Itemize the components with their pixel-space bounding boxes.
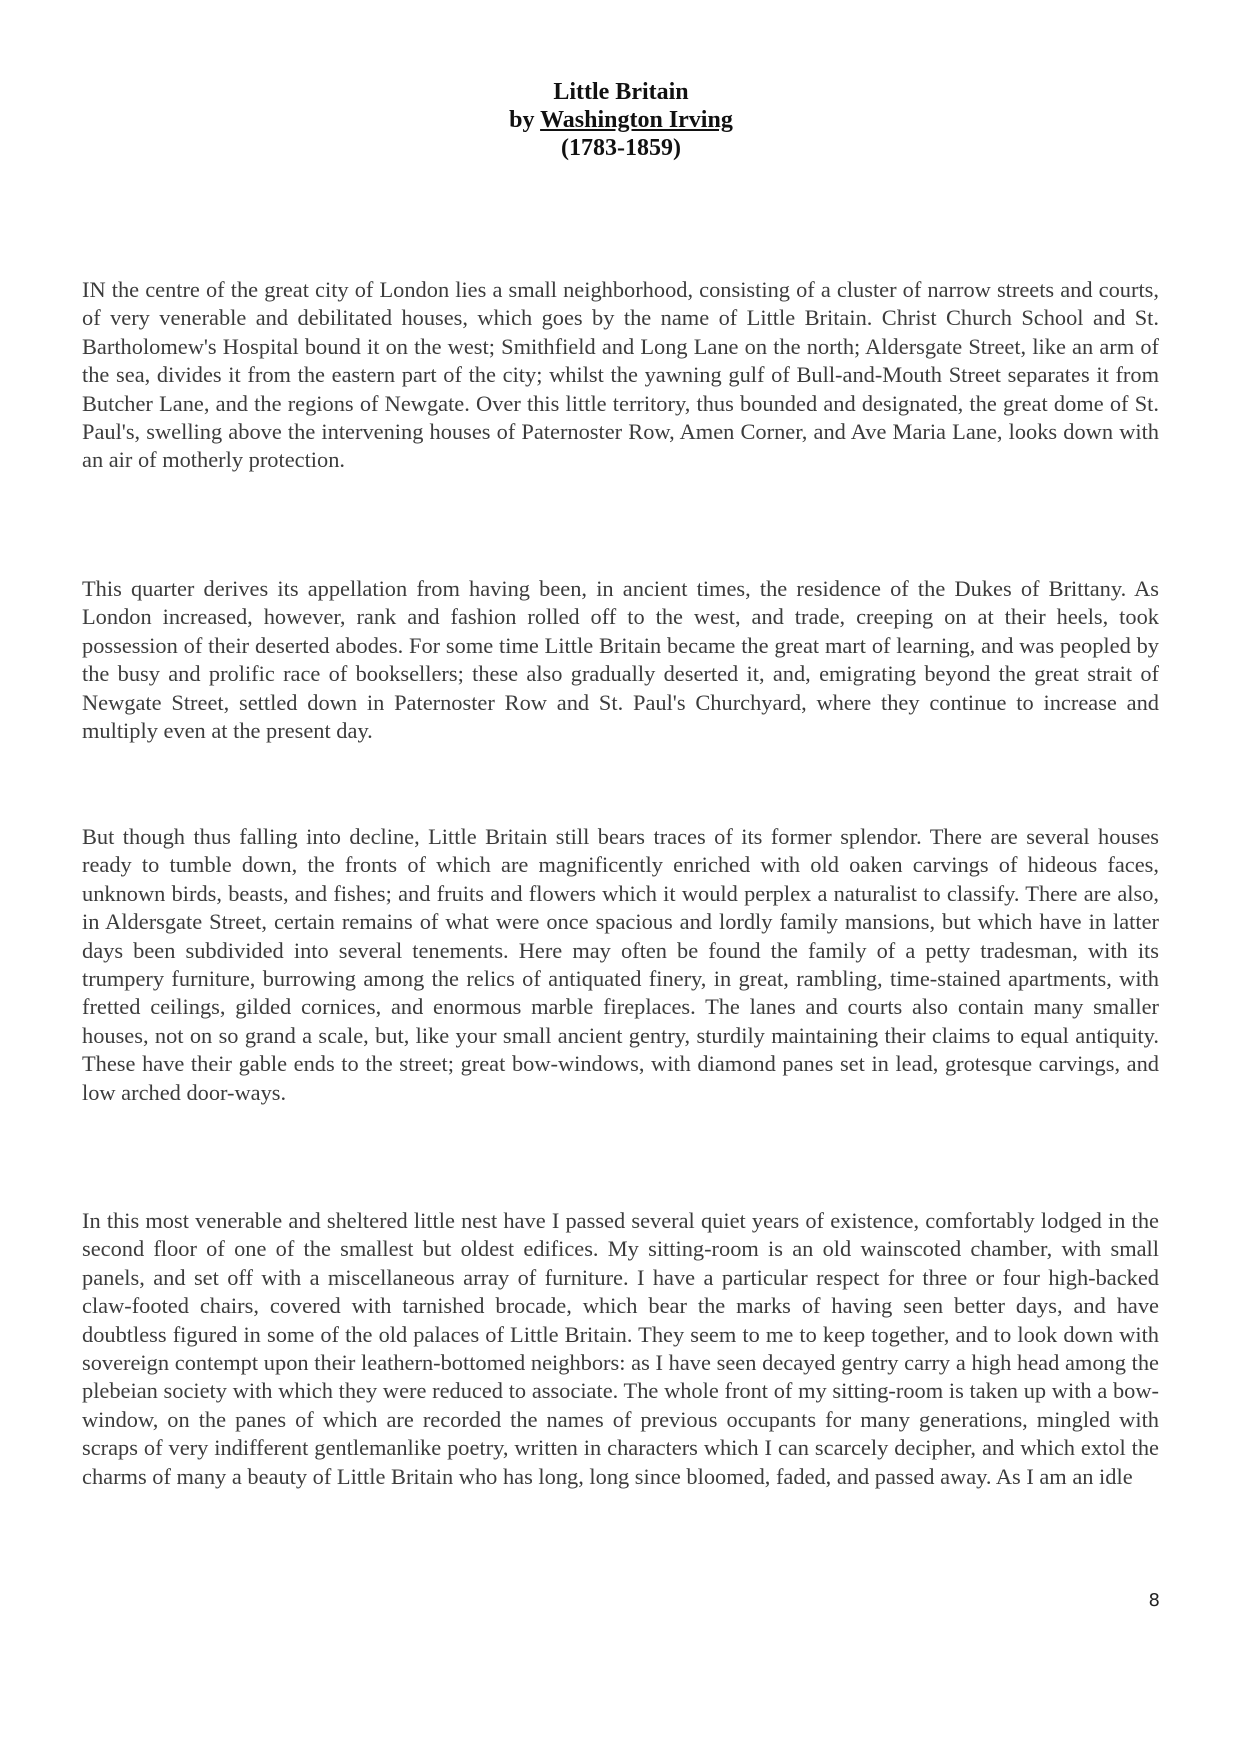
paragraph-1: IN the centre of the great city of London lies a small neighborhood, consisting of a cluster of narrow streets and courts, of very venerable and debilitated houses, which goes by the name of Little Britain. Christ Church School and St. Bartholomew's Hospital bound it on the west; Smithfield and Long Lane on the north; Aldersgate Street, like an arm of the sea, divides it from the eastern part of the city; whilst the yawning gulf of Bull-and-Mouth Street separates it from Butcher Lane, and the regions of Newgate. Over this little territory, thus bounded and designated, the great dome of St. Paul's, swelling above the intervening houses of Paternoster Row, Amen Corner, and Ave Maria Lane, looks down with an air of motherly protection. (82, 277, 1159, 473)
author-dates: (1783-1859) (561, 135, 681, 161)
author-link[interactable]: Washington Irving (540, 107, 733, 133)
document-title: Little Britain (553, 79, 689, 105)
title-block (0, 78, 1242, 162)
byline (0, 106, 1242, 134)
page-number: 8 (1148, 1590, 1160, 1611)
paragraph-2: This quarter derives its appellation from having been, in ancient times, the residence of the Dukes of Brittany. As London increased, however, rank and fashion rolled off to the west, and trade, creeping on at their heels, took possession of their deserted abodes. For some time Little Britain became the great mart of learning, and was peopled by the busy and prolific race of booksellers; these also gradually deserted it, and, emigrating beyond the great strait of Newgate Street, settled down in Paternoster Row and St. Paul's Churchyard, where they continue to increase and multiply even at the present day. (82, 576, 1159, 744)
paragraph-4: In this most venerable and sheltered little nest have I passed several quiet years of existence, comfortably lodged in the second floor of one of the smallest but oldest edifices. My sitting-room is an old wainscoted chamber, with small panels, and set off with a miscellaneous array of furniture. I have a particular respect for three or four high-backed claw-footed chairs, covered with tarnished brocade, which bear the marks of having seen better days, and have doubtless figured in some of the old palaces of Little Britain. They seem to me to keep together, and to look down with sovereign contempt upon their leathern-bottomed neighbors: as I have seen decayed gentry carry a high head among the plebeian society with which they were reduced to associate. The whole front of my sitting-room is taken up with a bow-window, on the panes of which are recorded the names of previous occupants for many generations, mingled with scraps of very indifferent gentlemanlike poetry, written in characters which I can scarcely decipher, and which extol the charms of many a beauty of Little Britain who has long, long since bloomed, faded, and passed away. As I am an idle (82, 1208, 1159, 1489)
byline-prefix: by (509, 107, 541, 133)
paragraph-3: But though thus falling into decline, Little Britain still bears traces of its former splendor. There are several houses ready to tumble down, the fronts of which are magnificently enriched with old oaken carvings of hideous faces, unknown birds, beasts, and fishes; and fruits and flowers which it would perplex a naturalist to classify. There are also, in Aldersgate Street, certain remains of what were once spacious and lordly family mansions, but which have in latter days been subdivided into several tenements. Here may often be found the family of a petty tradesman, with its trumpery furniture, burrowing among the relics of antiquated finery, in great, rambling, time-stained apartments, with fretted ceilings, gilded cornices, and enormous marble fireplaces. The lanes and courts also contain many smaller houses, not on so grand a scale, but, like your small ancient gentry, sturdily maintaining their claims to equal antiquity. These have their gable ends to the street; great bow-windows, with diamond panes set in lead, grotesque carvings, and low arched door-ways. (82, 824, 1159, 1105)
